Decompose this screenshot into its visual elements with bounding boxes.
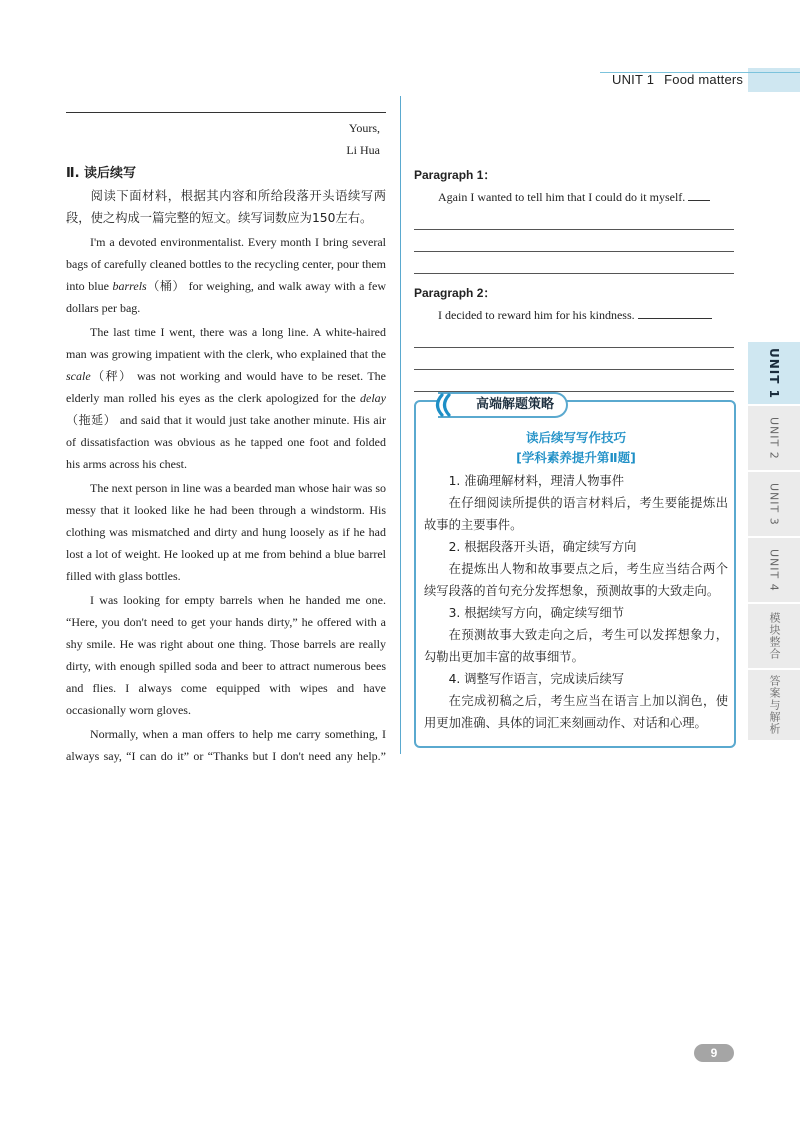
story-paragraph-5-cont [414,96,734,162]
side-tab-unit-4[interactable]: UNIT 4 [748,538,800,602]
page-number: 9 [694,1044,734,1062]
story-paragraph-3: The next person in line was a bearded man whose hair was so messy that it looked like he had been through a windstorm. His clothing was mismatched and dirty and hung loosely as if he had lost a lot of weight. He looked up at me from behind a blue barrel filled with glass bottles. [66,481,386,583]
tips-content [424,428,728,734]
tip-body-4: 在完成初稿之后，考生应当在语言上加以润色，使用更加准确、具体的词汇来刻画动作、对话和心理。 [424,694,728,730]
answer-line[interactable] [414,230,734,252]
side-tab-module[interactable]: 模块整合 [748,604,800,668]
writing-line [66,96,386,113]
paragraph-1-label: Paragraph 1： [414,168,496,182]
answer-line[interactable] [414,208,734,230]
tip-heading-3: 3. 根据续写方向，确定续写细节 [448,606,625,620]
tips-tag-label: 高端解题策略 [476,397,555,412]
tips-bracket-icon [428,392,458,418]
answer-blank[interactable] [638,307,712,319]
tip-heading-1: 1. 准确理解材料，理清人物事件 [448,474,625,488]
story-paragraph-1: I'm a devoted environmentalist. Every month I bring several bags of carefully cleaned bottles to the recycling center, pour them into blue barrels（桶） for weighing, and walk away with a few dollars per bag. [66,235,386,315]
letter-closing: Yours, [348,121,380,135]
tip-body-2: 在提炼出人物和故事要点之后，考生应当结合两个续写段落的首句充分发挥想象，预测故事的大致走向。 [424,562,728,598]
section-title: Ⅱ. 读后续写 [66,166,137,181]
story-paragraph-4: I was looking for empty barrels when he handed me one. “Here, you don't need to get your hands dirty,” he offered with a shy smile. He was right about one thing. Those barrels are really dirty, with enough spilled soda and beer to attract numerous bees and flies. I always come equipped with wipes and have occasionally worn gloves. [66,593,386,717]
story-paragraph-5: Normally, when a man offers to help me carry something, I always say, “I can do it” or “Thanks but I don't need any help.” [66,727,386,763]
left-column [66,96,386,767]
right-column [414,96,734,392]
answer-line[interactable] [414,252,734,274]
header-title: Food matters [664,72,744,87]
answer-line[interactable] [414,370,734,392]
side-tab-unit-2[interactable]: UNIT 2 [748,406,800,470]
side-tab-unit-3[interactable]: UNIT 3 [748,472,800,536]
tip-body-1: 在仔细阅读所提供的语言材料后，考生要能提炼出故事的主要事件。 [424,496,728,532]
tips-title: 读后续写写作技巧 [525,430,626,445]
section-instruction: 阅读下面材料，根据其内容和所给段落开头语续写两段，使之构成一篇完整的短文。续写词数应为150左右。 [66,189,386,225]
paragraph-1-start: Again I wanted to tell him that I could do it myself. [414,186,734,208]
running-header [612,72,743,87]
side-tab-unit-1[interactable]: UNIT 1 [748,342,800,404]
paragraph-2-start: I decided to reward him for his kindness. [414,304,734,326]
side-tab-answers[interactable]: 答案与解析 [748,670,800,740]
story-paragraph-2: The last time I went, there was a long line. A white-haired man was growing impatient with the clerk, who explained that the scale（秤） was not working and would have to be reset. The elderly man rolled his eyes as the clerk apologized for the delay（拖延） and said that it would just take another minute. His air of dissatisfaction was obvious as he tapped one foot and folded his arms across his chest. [66,325,386,471]
tip-body-3: 在预测故事大致走向之后，考生可以发挥想象力，勾勒出更加丰富的故事细节。 [424,628,728,664]
paragraph-2-label: Paragraph 2： [414,286,496,300]
column-divider [400,96,401,754]
answer-line[interactable] [414,348,734,370]
letter-signature: Li Hua [346,143,380,157]
header-unit: UNIT 1 [612,72,655,87]
tip-heading-2: 2. 根据段落开头语，确定续写方向 [448,540,637,554]
answer-line[interactable] [414,326,734,348]
tips-subtitle: [学科素养提升第Ⅱ题] [516,450,636,465]
answer-blank[interactable] [688,189,710,201]
tip-heading-4: 4. 调整写作语言，完成读后续写 [448,672,625,686]
